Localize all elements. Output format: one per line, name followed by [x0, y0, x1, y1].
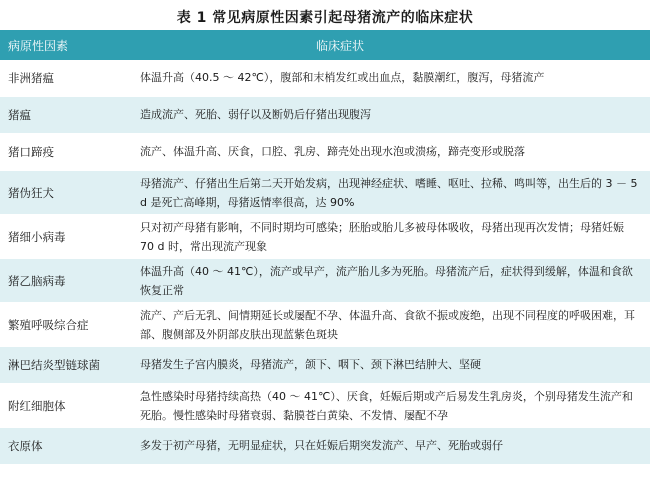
symptoms-cell: 体温升高（40.5 ～ 42℃），腹部和末梢发红或出血点，黏膜潮红，腹泻，母猪流产 — [126, 60, 650, 97]
symptoms-cell: 只对初产母猪有影响，不同时期均可感染；胚胎或胎儿多被母体吸收，母猪出现再次发情；母猪妊娠 70 d 时，常出现流产现象 — [126, 215, 650, 259]
pathogen-cell: 猪细小病毒 — [0, 215, 126, 259]
symptoms-cell: 母猪发生子宫内膜炎，母猪流产，颌下、咽下、颈下淋巴结肿大、坚硬 — [126, 347, 650, 384]
symptoms-cell: 体温升高（40 ～ 41℃），流产或早产，流产胎儿多为死胎。母猪流产后，症状得到缓解，体温和食欲恢复正常 — [126, 259, 650, 303]
table-header-row — [0, 30, 650, 60]
table-row — [0, 171, 650, 215]
symptoms-cell: 流产、产后无乳、间情期延长或屡配不孕、体温升高、食欲不振或废绝，出现不同程度的呼吸困难，耳部、腹侧部及外阴部皮肤出现蓝紫色斑块 — [126, 303, 650, 347]
table-row — [0, 384, 650, 428]
table-row — [0, 97, 650, 134]
symptoms-cell: 多发于初产母猪，无明显症状，只在妊娠后期突发流产、早产、死胎或弱仔 — [126, 428, 650, 465]
symptoms-cell: 流产、体温升高、厌食，口腔、乳房、蹄壳处出现水泡或溃疡，蹄壳变形或脱落 — [126, 134, 650, 171]
header-symptoms: 临床症状 — [126, 30, 650, 60]
symptoms-table — [0, 30, 650, 465]
table-row — [0, 259, 650, 303]
pathogen-cell: 附红细胞体 — [0, 384, 126, 428]
pathogen-cell: 猪伪狂犬 — [0, 171, 126, 215]
pathogen-cell: 繁殖呼吸综合症 — [0, 303, 126, 347]
table-row — [0, 303, 650, 347]
header-pathogen: 病原性因素 — [0, 30, 126, 60]
pathogen-cell: 非洲猪瘟 — [0, 60, 126, 97]
table-row — [0, 60, 650, 97]
pathogen-cell: 衣原体 — [0, 428, 126, 465]
symptoms-cell: 急性感染时母猪持续高热（40 ～ 41℃）、厌食，妊娠后期或产后易发生乳房炎，个别母猪发生流产和死胎。慢性感染时母猪衰弱、黏膜苍白黄染、不发情、屡配不孕 — [126, 384, 650, 428]
symptoms-cell: 母猪流产、仔猪出生后第二天开始发病，出现神经症状、嗜睡、呕吐、拉稀、鸣叫等，出生后的 3 － 5 d 是死亡高峰期，母猪返情率很高，达 90% — [126, 171, 650, 215]
table-row — [0, 347, 650, 384]
symptoms-cell: 造成流产、死胎、弱仔以及断奶后仔猪出现腹泻 — [126, 97, 650, 134]
pathogen-cell: 猪乙脑病毒 — [0, 259, 126, 303]
pathogen-cell: 淋巴结炎型链球菌 — [0, 347, 126, 384]
table-row — [0, 134, 650, 171]
table-row — [0, 215, 650, 259]
table-row — [0, 428, 650, 465]
pathogen-cell: 猪瘟 — [0, 97, 126, 134]
pathogen-cell: 猪口蹄疫 — [0, 134, 126, 171]
table-title: 表 1 常见病原性因素引起母猪流产的临床症状 — [176, 10, 474, 26]
